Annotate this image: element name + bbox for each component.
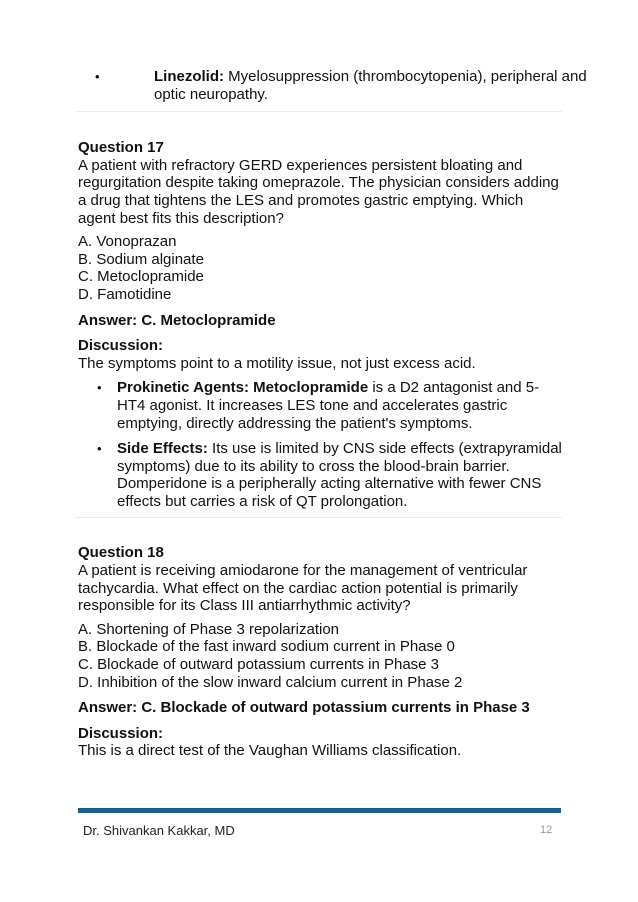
option-d: D. Inhibition of the slow inward calcium current in Phase 2: [78, 673, 463, 691]
option-a: A. Vonoprazan: [78, 233, 177, 251]
footer-author: Dr. Shivankan Kakkar, MD: [83, 823, 235, 838]
bullet-text: is a D2 antagonist and 5-HT4 agonist. It increases LES tone and accelerates gastric emptying, directly addressing the patient's symptoms.: [117, 379, 540, 432]
bullet-term: Side Effects:: [117, 440, 208, 458]
question-18: [78, 544, 564, 760]
page-content: [78, 68, 587, 760]
bullet-linezolid: [115, 68, 594, 103]
bullet-text: Myelosuppression (thrombocytopenia), peripheral and optic neuropathy.: [154, 68, 587, 103]
discussion-title: Discussion:: [78, 337, 164, 355]
option-c: C. Metoclopramide: [78, 268, 204, 286]
question-title: Question 17: [78, 139, 164, 157]
answer: Answer: C. Metoclopramide: [78, 311, 276, 329]
section-divider: [76, 111, 562, 112]
bullet-term: Prokinetic Agents: Metoclopramide: [117, 379, 369, 397]
option-a: A. Shortening of Phase 3 repolarization: [78, 620, 339, 638]
option-b: B. Blockade of the fast inward sodium current in Phase 0: [78, 638, 455, 656]
question-stem: A patient with refractory GERD experiences persistent bloating and regurgitation despite taking omeprazole. The physician considers adding a drug that tightens the LES and promotes gastric emptying. Which agent best fits this description?: [78, 156, 559, 227]
footer-bar: [78, 808, 561, 813]
list-item: [78, 379, 564, 432]
page-number: 12: [540, 824, 553, 836]
bullet-term: Linezolid:: [154, 68, 224, 85]
section-divider: [76, 517, 562, 518]
question-stem: A patient is receiving amiodarone for the management of ventricular tachycardia. What effect on the cardiac action potential is primarily responsible for its Class III antiarrhythmic activity?: [78, 562, 528, 615]
option-d: D. Famotidine: [78, 285, 172, 303]
discussion-bullets: [78, 379, 564, 510]
list-item: [78, 440, 564, 510]
answer: Answer: C. Blockade of outward potassium currents in Phase 3: [78, 699, 530, 717]
discussion-title: Discussion:: [78, 724, 164, 742]
discussion-text: This is a direct test of the Vaughan Williams classification.: [78, 742, 462, 760]
option-list: [78, 233, 564, 303]
option-b: B. Sodium alginate: [78, 250, 204, 268]
option-c: C. Blockade of outward potassium currents in Phase 3: [78, 656, 440, 674]
option-list: [78, 621, 564, 691]
discussion-text: The symptoms point to a motility issue, not just excess acid.: [78, 354, 476, 372]
bullet-text: Its use is limited by CNS side effects (extrapyramidal symptoms) due to its ability to cross the blood-brain barrier. Domperidone is a peripherally acting alternative with fewer CNS effects but carries a risk of QT prolongation.: [117, 440, 562, 510]
question-17: [78, 139, 564, 510]
question-title: Question 18: [78, 544, 164, 562]
